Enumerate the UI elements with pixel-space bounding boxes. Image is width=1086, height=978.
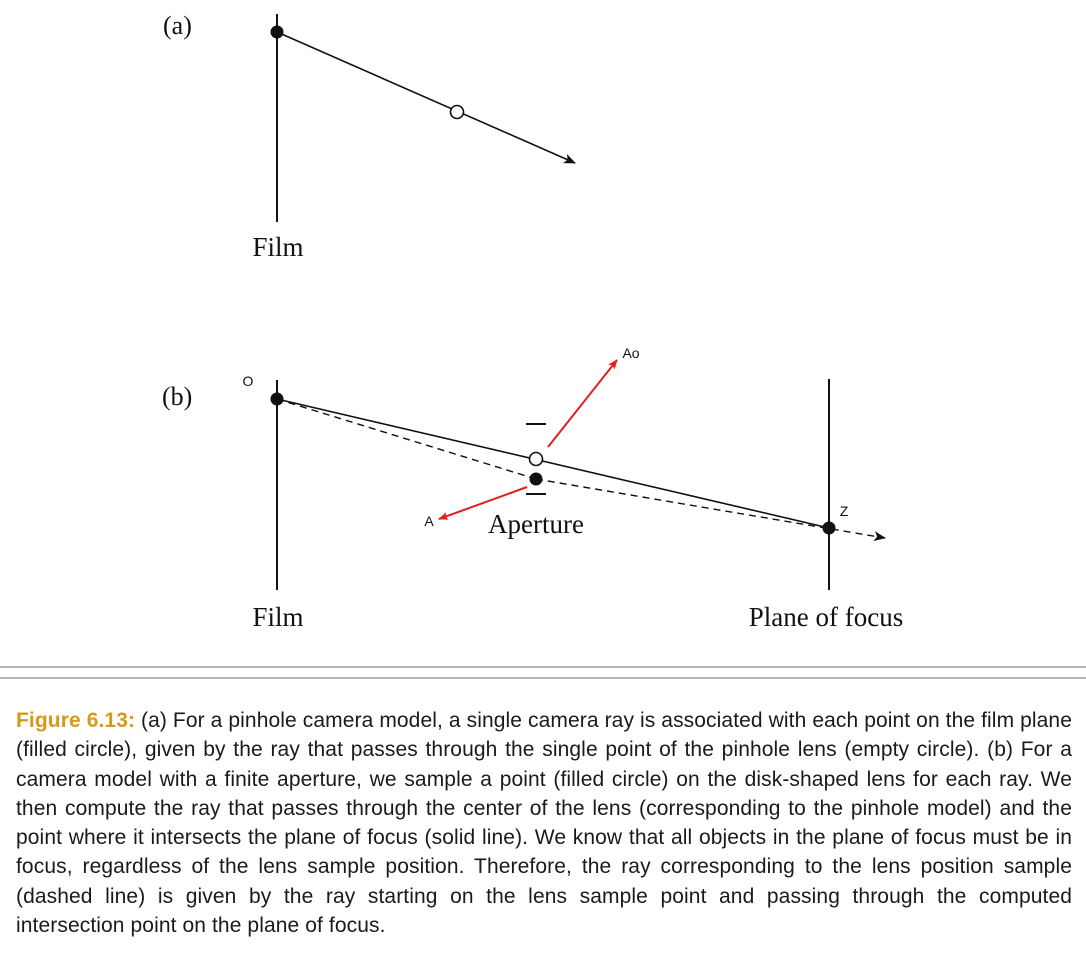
figure-label: Figure 6.13: [16, 709, 136, 732]
focus-intersection-point [823, 522, 836, 535]
panel-a-label: (a) [163, 11, 192, 40]
caption-rule-top [0, 666, 1086, 668]
caption-text: (a) For a pinhole camera model, a single camera ray is associated with each point on the film plane (filled circle), given by the ray that passes through the single point of the pinhole lens (empty circle). (b) For a camera model with a finite aperture, we sample a point (filled circle) on the disk-shaped lens for each ray. We then compute the ray that passes through the center of the lens (corresponding to the pinhole model) and the point where it intersects the plane of focus (solid line). We know that all objects in the plane of focus must be in focus, regardless of the lens sample position. Therefore, the ray corresponding to the lens position sample (dashed line) is given by the ray starting on the lens sample point and passing through the computed intersection point on the plane of focus. [16, 709, 1072, 938]
origin-label: O [242, 373, 254, 389]
caption-rule-bottom [0, 677, 1086, 679]
focus-point-label: Z [839, 503, 849, 519]
pinhole-point [451, 106, 464, 119]
lens-center-dir-label: Ao [622, 345, 640, 361]
camera-ray-a [277, 32, 575, 163]
film-point-a [271, 26, 284, 39]
focus-plane-label: Plane of focus [748, 602, 904, 632]
dashed-ray-film-to-lens [277, 399, 536, 479]
film-label-a: Film [252, 232, 304, 262]
aperture-label: Aperture [488, 509, 584, 539]
panel-b-label: (b) [162, 382, 193, 411]
lens-sample-dir-label: A [424, 513, 434, 529]
film-label-b: Film [252, 602, 304, 632]
film-point-b [271, 393, 284, 406]
panel-b [162, 345, 903, 632]
panel-a [163, 11, 575, 262]
lens-center-direction-arrow [548, 360, 617, 447]
lens-center-point [530, 453, 543, 466]
lens-sample-point [530, 473, 543, 486]
figure-caption [16, 706, 1072, 940]
